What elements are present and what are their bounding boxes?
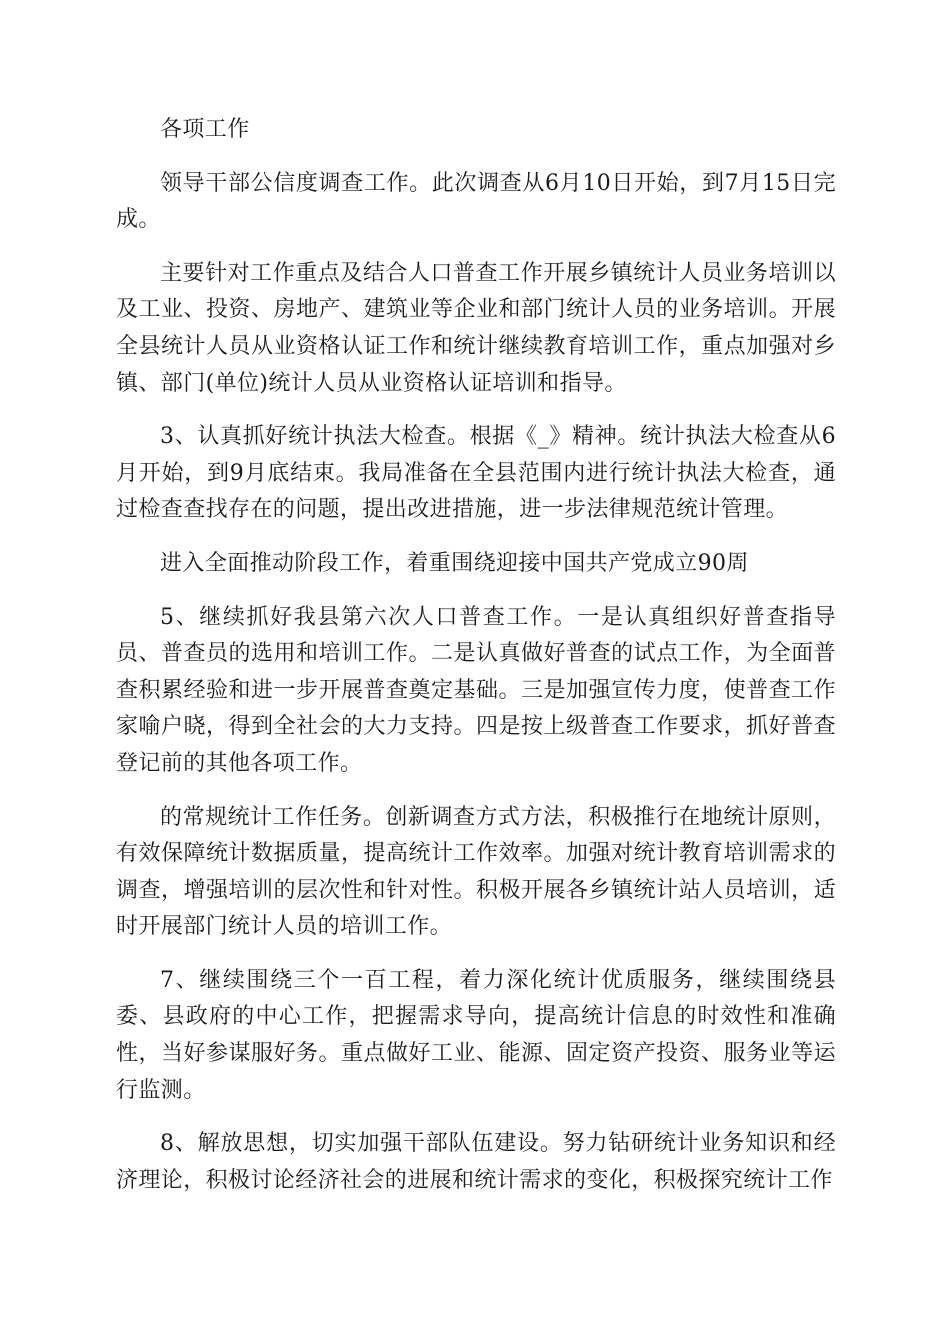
paragraph: 3、认真抓好统计执法大检查。根据《_》精神。统计执法大检查从6月开始，到9月底结束。我局准备在全县范围内进行统计执法大检查，通过检查查找存在的问题，提出改进措施，进一步法律规范统计管理。: [116, 424, 836, 523]
paragraph: 领导干部公信度调查工作。此次调查从6月10日开始，到7月15日完成。: [116, 170, 836, 233]
paragraph-heading: 各项工作: [160, 117, 250, 142]
paragraph: 进入全面推动阶段工作，着重围绕迎接中国共产党成立90周: [160, 550, 749, 576]
paragraph: 8、解放思想，切实加强干部队伍建设。努力钻研统计业务知识和经济理论，积极讨论经济社会的进展和统计需求的变化，积极探究统计工作: [116, 1131, 836, 1193]
paragraph: 7、继续围绕三个一百工程，着力深化统计优质服务，继续围绕县委、县政府的中心工作，把握需求导向，提高统计信息的时效性和准确性，当好参谋服好务。重点做好工业、能源、固定资产投资、服务业等运行监测。: [116, 967, 836, 1103]
paragraph: 5、继续抓好我县第六次人口普查工作。一是认真组织好普查指导员、普查员的选用和培训工作。二是认真做好普查的试点工作，为全面普查积累经验和进一步开展普查奠定基础。三是加强宣传力度，使普查工作家喻户晓，得到全社会的大力支持。四是按上级普查工作要求，抓好普查登记前的其他各项工作。: [116, 604, 836, 776]
paragraph: 的常规统计工作任务。创新调查方式方法，积极推行在地统计原则，有效保障统计数据质量，提高统计工作效率。加强对统计教育培训需求的调查，增强培训的层次性和针对性。积极开展各乡镇统计站人员培训，适时开展部门统计人员的培训工作。: [116, 804, 836, 940]
paragraph: 主要针对工作重点及结合人口普查工作开展乡镇统计人员业务培训以及工业、投资、房地产、建筑业等企业和部门统计人员的业务培训。开展全县统计人员从业资格认证工作和统计继续教育培训工作，重点加强对乡镇、部门(单位)统计人员从业资格认证培训和指导。: [116, 260, 836, 396]
document-page: [116, 112, 836, 1216]
